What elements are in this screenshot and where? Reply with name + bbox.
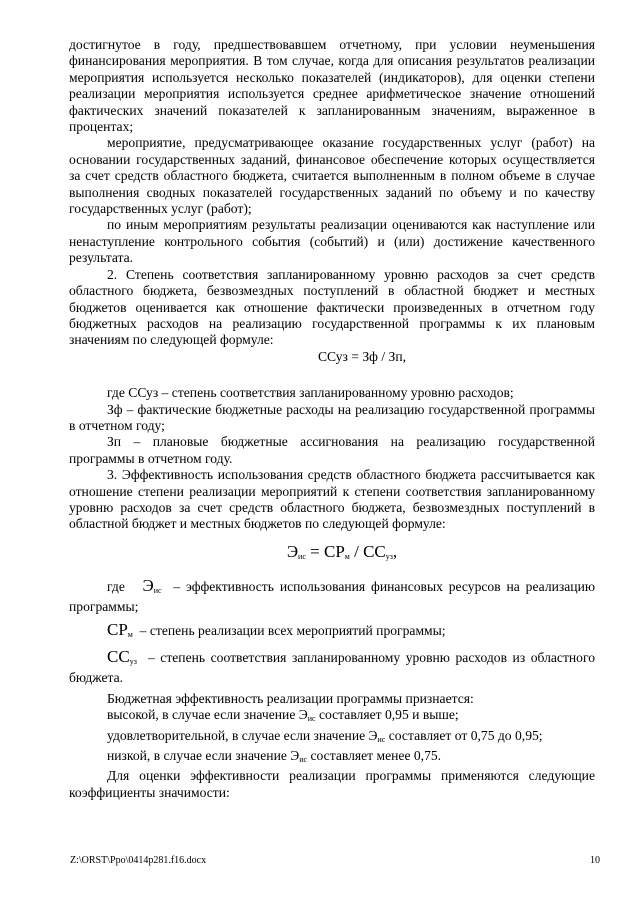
paragraph-4: 2. Степень соответствия запланированному уровню расходов за счет средств областного бюджета, безвозмездных поступлений в областной бюджет и местных бюджетов оценивается как отношение фактически произведенных в отчетном году бюджетных расходов на реализацию государственной программы к их плановым значениям по следующей формуле:	[69, 266, 595, 348]
level-sub: ис	[299, 755, 308, 765]
definition-text: – степень соответствия запланированному уровню расходов из областного бюджета.	[69, 650, 596, 686]
formula-efficiency	[69, 539, 595, 570]
level-sub: ис	[307, 714, 316, 724]
definition-text: – степень реализации всех мероприятий программы;	[139, 622, 446, 638]
paragraph-16: Для оценки эффективности реализации программы применяются следующие коэффициенты значимости:	[69, 768, 595, 800]
paragraph-6: Зф – фактические бюджетные расходы на реализацию государственной программы в отчетном году;	[69, 401, 595, 433]
level-satisfactory	[69, 728, 595, 748]
definition-symbol-sub: ис	[153, 585, 162, 595]
formula-e-sub: ис	[298, 551, 306, 561]
spacer	[69, 365, 595, 385]
definition-symbol: СС	[107, 647, 130, 666]
level-sub: ис	[377, 734, 386, 744]
formula-e: Э	[286, 541, 299, 561]
definition-symbol: Э	[142, 575, 154, 595]
definition-symbol-sub: м	[127, 629, 133, 639]
formula-ccuz: ССуз = Зф / Зп,	[317, 348, 407, 364]
level-text-end: составляет менее 0,75.	[307, 748, 442, 764]
page-number: 10	[590, 855, 600, 866]
paragraph-12: Бюджетная эффективность реализации программы признается:	[107, 690, 474, 706]
level-text-end: составляет от 0,75 до 0,95;	[385, 727, 543, 743]
formula-eq: = СР	[305, 541, 345, 561]
document-page	[69, 37, 595, 801]
level-text-end: составляет 0,95 и выше;	[315, 707, 459, 723]
level-high	[69, 707, 595, 727]
level-text: высокой, в случае если значение Э	[107, 707, 308, 723]
paragraph-1: достигнутое в году, предшествовавшем отчетному, при условии неуменьшения финансирования мероприятия. В том случае, когда для описания результатов реализации мероприятия используется несколько показателей (индикаторов), для оценки степени реализации мероприятия используется среднее арифметическое значение отношений фактических значений показателей к запланированным значениям, выраженное в процентах;	[69, 37, 595, 135]
formula-tail: ,	[392, 541, 398, 561]
level-text: низкой, в случае если значение Э	[107, 748, 300, 764]
level-text: удовлетворительной, в случае если значение Э	[107, 727, 378, 743]
definition-text: – эффективность использования финансовых ресурсов на реализацию программы;	[69, 578, 595, 615]
paragraph-3: по иным мероприятиям результаты реализации оцениваются как наступление или ненаступление контрольного события (событий) и (или) достижение качественного результата.	[69, 217, 595, 266]
definition-symbol-sub: уз	[129, 657, 137, 666]
paragraph-5: где ССуз – степень соответствия запланированному уровню расходов;	[107, 385, 514, 401]
definition-symbol: СР	[107, 619, 128, 639]
paragraph-2: мероприятие, предусматривающее оказание государственных услуг (работ) на основании государственных заданий, финансовое обеспечение которых осуществляется за счет средств областного бюджета, считается выполненным в полном объеме в случае выполнения сводных показателей государственных заданий по объему и по качеству государственных услуг (работ);	[69, 135, 595, 217]
definition-ccuz	[69, 649, 595, 687]
file-path: Z:\ORST\Ppo\0414p281.f16.docx	[70, 855, 207, 866]
definition-prefix: где	[107, 578, 125, 594]
definition-srm	[69, 619, 595, 643]
definition-e	[69, 575, 595, 616]
formula-div: / СС	[349, 541, 386, 561]
paragraph-8: 3. Эффективность использования средств областного бюджета рассчитывается как отношение степени реализации мероприятий к степени соответствия запланированному уровню расходов за счет средств областного бюджета, безвозмездных поступлений в областной бюджет и местных бюджетов по следующей формуле:	[69, 467, 595, 532]
paragraph-7: Зп – плановые бюджетные ассигнования на реализацию государственной программы в отчетном году.	[69, 434, 595, 466]
formula-m-sub: м	[344, 551, 350, 561]
level-low	[69, 748, 595, 768]
formula-uz-sub: уз	[385, 551, 393, 561]
